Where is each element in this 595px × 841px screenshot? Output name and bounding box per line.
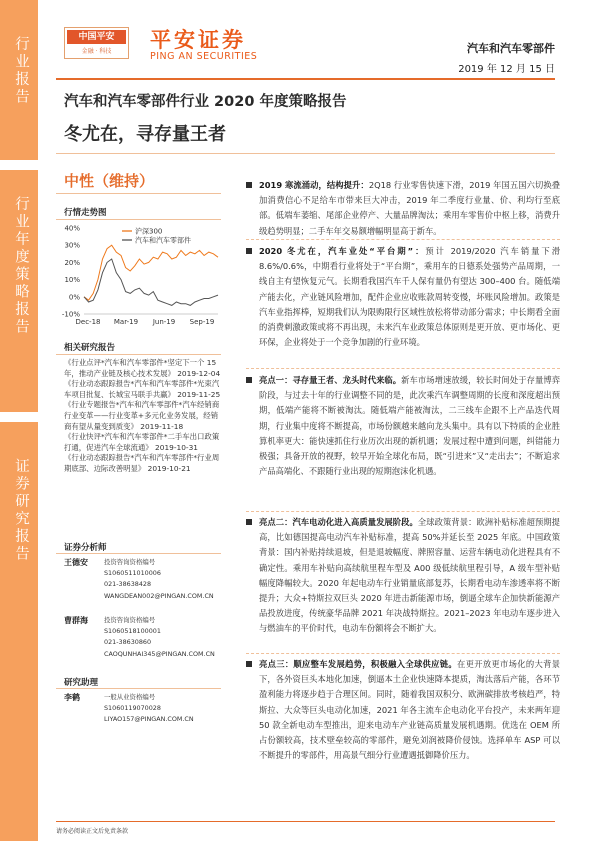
rating-rule [56, 193, 221, 194]
analysts-rule [56, 553, 221, 554]
related-item[interactable]: 《行业动态跟踪报告*汽车和汽车零部件*光束汽车项目批复、长城宝马联手共赢》 2019-11-25 [64, 379, 221, 399]
analyst-cert-no: S1060511010006 [104, 569, 161, 578]
legend-label-auto: 汽车和汽车零部件 [135, 236, 191, 245]
bullet-icon [246, 519, 252, 525]
assistant-rule [56, 688, 221, 689]
footer-rule [56, 821, 555, 822]
trend-chart [58, 222, 224, 332]
x-tick-label: Mar-19 [113, 318, 139, 326]
analyst-phone: 021-38630860 [104, 638, 152, 647]
body-paragraph [246, 515, 560, 637]
sidebar-label-industry: 行业报告 [13, 36, 29, 106]
paragraph-rule [246, 239, 560, 240]
paragraph-rule [246, 368, 560, 369]
related-item[interactable]: 《行业动态跟踪报告*汽车和汽车零部件*行业周期底部、边际改善明显》 2019-10-21 [64, 453, 220, 473]
related-rule [56, 354, 221, 355]
related-item[interactable]: 《行业点评*汽车和汽车零部件*坚定下一个 15 年，推动产业链及核心技术发展》 2019-12-04 [64, 358, 221, 378]
paragraph-rule [246, 653, 560, 654]
paragraph-text: 预计 2019/2020 汽车销量下滑 8.6%/0.6%，中期看行业将处于“平台期”，乘用车的日德系处强势产品周期，一线自主有望恢复元气。长期看我国汽车千人保有量仍有望达 300–400 台。随低端产能去化，产业链风险增加，配件企业应收账款周转变慢，坏账风险增加。政策是汽车业指挥棒，短期我们认为限购限行区域性放松将带动部分需求；中长期看全面的消费刺激政策或将不再出现，未来汽车业政策总体原则是更开放、更市场化、更环保，企业将处于一个竞争加剧的行业环境。 [259, 246, 560, 348]
paragraph-rule [246, 511, 560, 512]
analyst-cert-no: S1060518100001 [104, 627, 161, 636]
analyst-name: 曹群海 [64, 616, 88, 625]
analyst-cert-label: 投资咨询资格编号 [104, 558, 156, 566]
paragraph-text: 全球政策背景：欧洲补贴标准超预期提高，比如德国提高电动汽车补贴标准，提高 50%并延长至 2025 年底。中国政策背景：国内补贴持续退坡，但是退坡幅度、牌照容量、运营车辆电动化进程具有不确定性。乘用车补贴向高续航里程车型及 A00 级低续航里程引导，A 级车型补贴幅度降幅较大。2020 年起电动车行业销量底部复苏，长期看电动车渗透率将不断提升；大众+特斯拉双巨头 2020 年进击新能源市场，倒逼全球车企加快新能源产品投放进度，传统豪华品牌 2021 年决战特斯拉。2021–2023 年电动车逐步进入与燃油车的平价时代，电动车份额将会不断扩大。 [259, 517, 560, 634]
bullet-icon [246, 248, 252, 254]
related-item[interactable]: 《行业快评*汽车和汽车零部件*二手车出口政策打通，促进汽车全球流通》 2019-10-31 [64, 432, 220, 452]
analyst-name: 王德安 [64, 558, 88, 567]
assistant-cert-label: 一般从业资格编号 [104, 693, 156, 701]
paragraph-text: 在更开放更市场化的大背景下，各外资巨头本地化加速，倒逼本土企业快速降本提质，淘汰落后产能，各环节盈利能力将逐步趋于合理区间。同时，随着我国双积分、欧洲碳排放考核趋严，特斯拉、大众等巨头电动化加速，2021 年各主流车企电动化平台投产，未来两年迎 50 款全新电动车型推出，迎来电动车产业链高质量发展机遇期。优选在 OEM 所占份额较高，技术壁垒较高的零部件，避免刘润被降价侵蚀。选择单车 ASP 可以不断提升的零部件，用高景气细分行业遭遇抵御降价压力。 [259, 659, 560, 761]
assistant-email[interactable]: LIYAO157@PINGAN.COM.CN [104, 715, 194, 724]
y-tick-label: 0% [68, 293, 80, 302]
y-tick-label: 30% [64, 241, 80, 250]
analysts-label: 证券分析师 [64, 543, 107, 553]
paragraph-text: 新车市场增速放缓，较长时间处于存量博弈阶段，与过去十年的行业调整不同的是，此次乘汽车调整周期的长度和深度超出预期，低端产能将不断被淘汰。随低端产能被淘汰，二三线车企跟不上产品迭代周期，行业集中度将不断提高，市场份额越来越向龙头集中。具有以下特质的企业胜算机率更大：能快速抓住行业历次出现的新机遇；发展过程中遭到问题，纠错能力极强；具备开放的视野，较早开始全球化布局，既“引进来”又“走出去”；不断追求产品高端化、不跟随行业出现的短期泡沫化机遇。 [259, 375, 560, 477]
paragraph-head: 亮点一：寻存量王者、龙头时代来临。 [259, 375, 402, 385]
x-tick-label: Jun-19 [152, 318, 176, 326]
related-label: 相关研究报告 [64, 343, 116, 353]
logo-subtext: 金融 · 科技 [81, 48, 112, 55]
sidebar-label-annual: 行业年度策略报告 [13, 196, 29, 336]
analyst-cert-label: 投资咨询资格编号 [104, 616, 156, 624]
legend-label-hs300: 沪深300 [135, 227, 163, 236]
paragraph-text: 2Q18 行业零售快速下滑，2019 年国五国六切换叠加消费信心不足给车市带来巨大冲击，2019 年二季度行业量、价、利均行至底部。低端车萎缩、尾部企业停产、大量品牌淘汰；乘用车零售价中枢上移，消费升级趋势明显；二手车年交易额增幅明显高于新车。 [259, 180, 561, 236]
bullet-icon [246, 182, 252, 188]
assistant-info [104, 692, 194, 726]
x-tick-label: Sep-19 [189, 318, 215, 326]
report-title: 汽车和汽车零部件行业 2020 年度策略报告 [64, 94, 347, 110]
footer-disclaimer: 请务必阅读正文后免责条款 [56, 828, 129, 835]
body-paragraph [246, 178, 560, 239]
analyst-email[interactable]: WANGDEAN002@PINGAN.COM.CN [104, 591, 214, 600]
y-tick-label: -10% [61, 310, 80, 319]
paragraph-head: 2020 冬尤在，汽车业处“平台期”： [259, 246, 426, 256]
assistant-label: 研究助理 [64, 678, 99, 688]
analyst-email[interactable]: CAOQUNHAI345@PINGAN.COM.CN [104, 649, 215, 658]
analyst-info [104, 615, 215, 660]
series-line-auto [84, 259, 218, 305]
paragraph-head: 亮点二：汽车电动化进入高质量发展阶段。 [259, 517, 418, 527]
title-rule [56, 153, 555, 154]
analyst-phone: 021-38638428 [104, 580, 152, 589]
header-date: 2019 年 12 月 15 日 [458, 64, 555, 75]
assistant-name: 李鹤 [64, 693, 80, 702]
related-item[interactable]: 《行业专题报告*汽车和汽车零部件*汽车经销商行业变革——行业变革+多元化业务发展，经销商有望从量变到质变》 2019-11-18 [64, 400, 220, 431]
header-rule [56, 78, 555, 80]
header-industry: 汽车和汽车零部件 [467, 42, 555, 55]
assistant-cert-no: S1060119070028 [104, 704, 161, 713]
brand-name-cn: 平安证券 [150, 28, 246, 52]
sidebar-label-securities: 证券研究报告 [13, 458, 29, 563]
brand-name-en: PING AN SECURITIES [150, 51, 258, 62]
logo-text: 中国平安 [67, 30, 126, 44]
y-tick-label: 40% [64, 224, 80, 233]
paragraph-head: 2019 寒流涌动，结构提升： [259, 180, 369, 190]
body-paragraph [246, 244, 560, 350]
y-tick-label: 10% [64, 276, 80, 285]
series-line-hs300 [84, 245, 218, 300]
related-list [64, 358, 222, 475]
rating: 中性（维持） [64, 172, 155, 190]
report-subtitle: 冬尤在，寻存量王者 [64, 124, 226, 145]
sidebar-divider [0, 412, 38, 422]
body-paragraph [246, 657, 560, 763]
x-tick-label: Dec-18 [75, 318, 101, 326]
bullet-icon [246, 661, 252, 667]
y-tick-label: 20% [64, 258, 80, 267]
trend-rule [56, 219, 221, 220]
bullet-icon [246, 377, 252, 383]
pingan-group-logo [64, 27, 129, 59]
paragraph-head: 亮点三：顺应整车发展趋势，积极融入全球供应链。 [259, 659, 457, 669]
trend-label: 行情走势图 [64, 208, 107, 218]
body-paragraph [246, 373, 560, 479]
left-sidebar [0, 0, 38, 841]
sidebar-divider [0, 160, 38, 170]
analyst-info [104, 557, 214, 602]
